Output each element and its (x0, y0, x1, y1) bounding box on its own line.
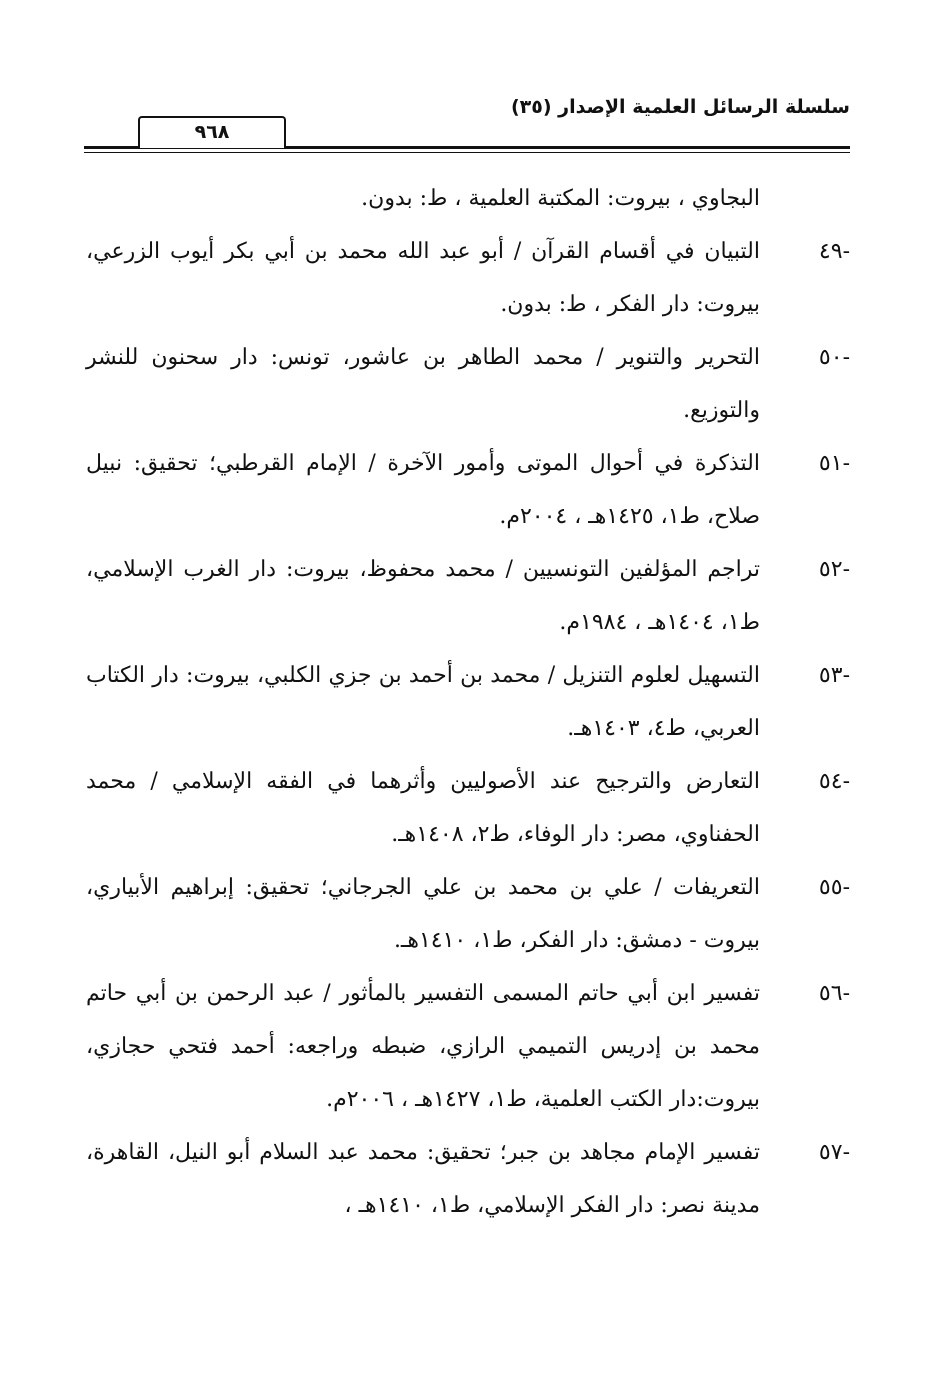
bibliography-entry-51 (86, 437, 850, 543)
entry-number: -٥٢ (818, 557, 850, 582)
continuation-text: البجاوي ، بيروت: المكتبة العلمية ، ط: بدون. (361, 186, 760, 211)
entry-text: التعريفات / علي بن محمد بن علي الجرجاني؛ تحقيق: إبراهيم الأبياري، بيروت - دمشق: دار الفكر، ط١، ١٤١٠هـ. (86, 875, 760, 953)
entry-number: -٥٤ (818, 769, 850, 794)
entry-text: التعارض والترجيح عند الأصوليين وأثرهما في الفقه الإسلامي / محمد الحفناوي، مصر: دار الوفاء، ط٢، ١٤٠٨هـ. (86, 769, 760, 847)
bibliography-entry-57 (86, 1126, 850, 1232)
bibliography-entry-52 (86, 543, 850, 649)
entry-text: التبيان في أقسام القرآن / أبو عبد الله محمد بن أبي بكر أيوب الزرعي، بيروت: دار الفكر ، ط: بدون. (86, 239, 760, 317)
entry-text: تراجم المؤلفين التونسيين / محمد محفوظ، بيروت: دار الغرب الإسلامي، ط١، ١٤٠٤هـ ، ١٩٨٤م. (86, 557, 760, 635)
entry-number: -٥٠ (818, 345, 850, 370)
entry-text: تفسير الإمام مجاهد بن جبر؛ تحقيق: محمد عبد السلام أبو النيل، القاهرة، مدينة نصر: دار الفكر الإسلامي، ط١، ١٤١٠هـ ، (86, 1140, 760, 1218)
bibliography-list (86, 172, 850, 1232)
bibliography-entry-56 (86, 967, 850, 1126)
series-title: سلسلة الرسائل العلمية الإصدار (٣٥) (510, 96, 850, 118)
header-rule-thin (84, 152, 850, 153)
bibliography-entry-50 (86, 331, 850, 437)
entry-number: -٤٩ (818, 239, 850, 264)
bibliography-entry-49 (86, 225, 850, 331)
entry-text: التذكرة في أحوال الموتى وأمور الآخرة / الإمام القرطبي؛ تحقيق: نبيل صلاح، ط١، ١٤٢٥هـ ، ٢٠٠٤م. (86, 451, 760, 529)
entry-text: تفسير ابن أبي حاتم المسمى التفسير بالمأثور / عبد الرحمن بن أبي حاتم محمد بن إدريس التميمي الرازي، ضبطه وراجعه: أحمد فتحي حجازي، بيروت:دار الكتب العلمية، ط١، ١٤٢٧هـ ، ٢٠٠٦م. (86, 981, 760, 1112)
entry-text: التسهيل لعلوم التنزيل / محمد بن أحمد بن جزي الكلبي، بيروت: دار الكتاب العربي، ط٤، ١٤٠٣هـ. (86, 663, 760, 741)
entry-number: -٥٥ (818, 875, 850, 900)
entry-number: -٥١ (818, 451, 850, 476)
entry-number: -٥٦ (818, 981, 850, 1006)
page-header (84, 96, 850, 156)
entry-text: التحرير والتنوير / محمد الطاهر بن عاشور، تونس: دار سحنون للنشر والتوزيع. (86, 345, 760, 423)
entry-number: -٥٧ (818, 1140, 850, 1165)
page-number: ٩٦٨ (138, 116, 286, 148)
entry-number: -٥٣ (818, 663, 850, 688)
bibliography-entry-55 (86, 861, 850, 967)
bibliography-entry-54 (86, 755, 850, 861)
bibliography-entry-53 (86, 649, 850, 755)
